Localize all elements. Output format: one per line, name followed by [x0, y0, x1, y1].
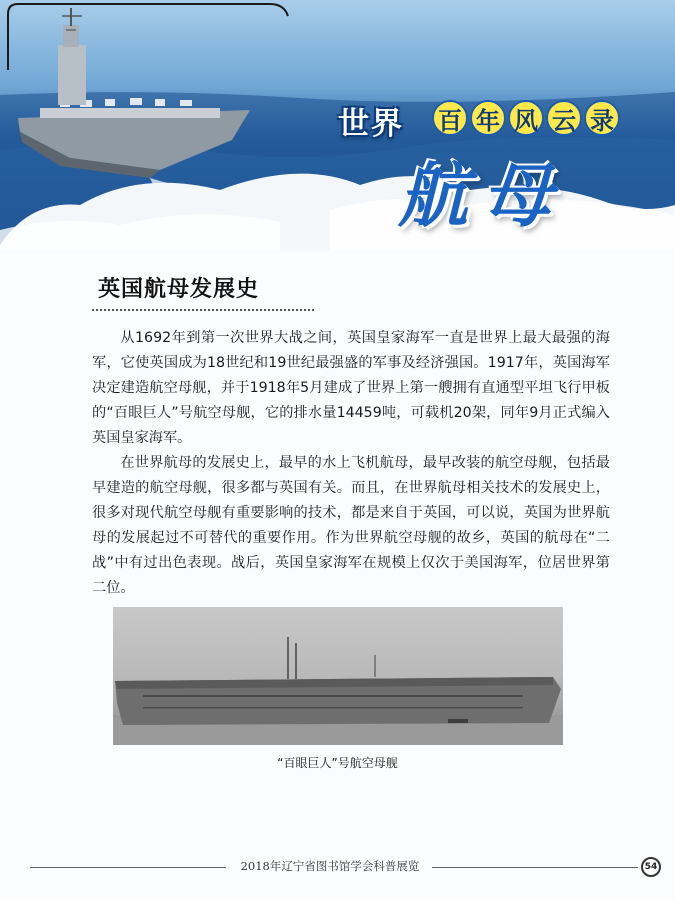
photo-caption: “百眼巨人”号航空母舰 — [277, 756, 398, 770]
title-frame — [0, 0, 292, 72]
footer-text: 2018年辽宁省图书馆学会科普展览 — [240, 859, 420, 873]
title-char-badge: 年 — [470, 100, 506, 136]
title-carrier: 航母 — [398, 155, 566, 237]
footer-divider-left — [30, 867, 226, 868]
title-century-badges — [432, 100, 620, 136]
title-char-badge: 风 — [508, 100, 544, 136]
hms-argus-photo — [113, 607, 563, 745]
title-char-badge: 百 — [432, 100, 468, 136]
title-world: 世界 — [338, 106, 404, 142]
article-body — [92, 326, 610, 601]
page-number: 54 — [641, 857, 661, 877]
title-char-badge: 云 — [546, 100, 582, 136]
paragraph: 在世界航母的发展史上，最早的水上飞机航母，最早改装的航空母舰，包括最早建造的航空母舰，很多都与英国有关。而且，在世界航母相关技术的发展史上，很多对现代航空母舰有重要影响的技术，都是来自于英国，可以说，英国为世界航母的发展起过不可替代的重要作用。作为世界航空母舰的故乡，英国的航母在“二战”中有过出色表现。战后，英国皇家海军在规模上仅次于美国海军，位居世界第二位。 — [92, 455, 610, 596]
header-banner — [0, 0, 675, 250]
section-divider — [92, 309, 314, 311]
paragraph: 从1692年到第一次世界大战之间，英国皇家海军一直是世界上最大最强的海军，它使英国成为18世纪和19世纪最强盛的军事及经济强国。1917年，英国海军决定建造航空母舰，并于1918年5月建成了世界上第一艘拥有直通型平坦飞行甲板的“百眼巨人”号航空母舰，它的排水量14459吨，可载机20架，同年9月正式编入英国皇家海军。 — [92, 330, 610, 446]
footer-divider-right — [432, 867, 638, 868]
section-title: 英国航母发展史 — [98, 276, 260, 302]
ship-photo — [113, 607, 563, 745]
title-char-badge: 录 — [584, 100, 620, 136]
